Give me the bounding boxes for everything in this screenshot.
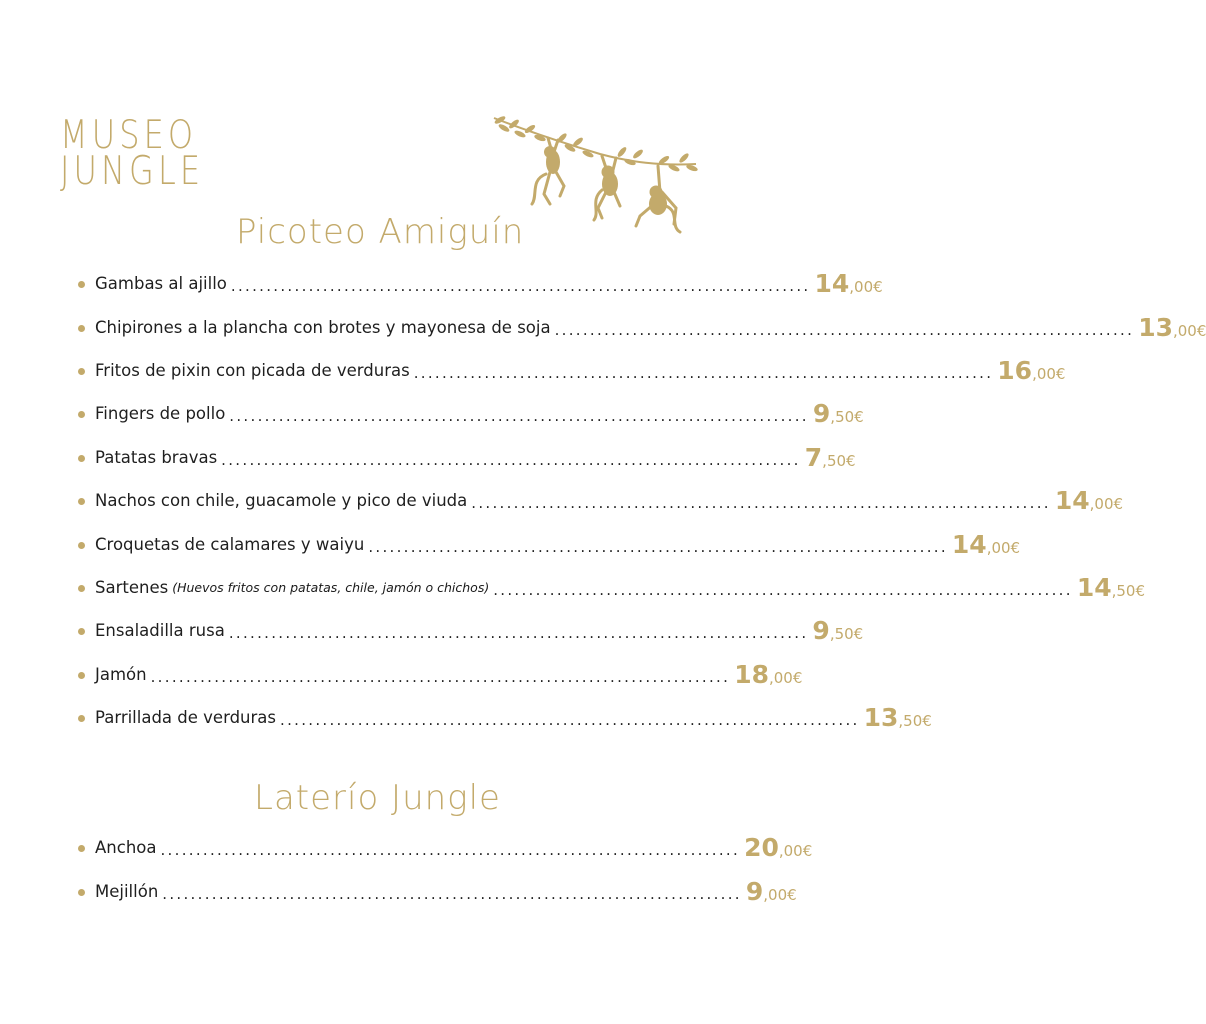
menu-item xyxy=(78,305,1206,348)
leader-dots: .................................................................................. xyxy=(150,667,731,686)
item-name: Mejillón xyxy=(95,881,159,901)
item-price: 9,00€ xyxy=(745,876,797,906)
bullet-icon xyxy=(78,889,85,896)
bullet-icon xyxy=(78,845,85,852)
menu-item xyxy=(78,522,1021,565)
leader-dots: .................................................................................. xyxy=(368,537,948,556)
item-price: 13,50€ xyxy=(863,703,932,733)
bullet-icon xyxy=(78,672,85,679)
leader-dots: .................................................................................. xyxy=(230,277,811,296)
bullet-icon xyxy=(78,585,85,592)
item-name: Nachos con chile, guacamole y pico de viuda xyxy=(95,491,468,511)
item-price: 9,50€ xyxy=(812,616,864,646)
leader-dots: .................................................................................. xyxy=(554,320,1135,339)
logo-line-1: MUSEO xyxy=(60,113,198,158)
item-price: 14,00€ xyxy=(814,269,883,299)
bullet-icon xyxy=(78,281,85,288)
item-price: 16,00€ xyxy=(997,355,1066,385)
item-price: 18,00€ xyxy=(734,659,803,689)
item-name: Anchoa xyxy=(95,838,157,858)
logo-line-2: JUNGLE xyxy=(60,149,205,194)
menu-item xyxy=(78,262,883,305)
leader-dots: .................................................................................. xyxy=(413,363,994,382)
bullet-icon xyxy=(78,411,85,418)
item-name: Gambas al ajillo xyxy=(95,274,227,294)
item-price: 14,00€ xyxy=(1054,486,1124,516)
leader-dots: .................................................................................. xyxy=(228,624,809,643)
leader-dots: .................................................................................. xyxy=(160,841,741,860)
bullet-icon xyxy=(78,628,85,635)
bullet-icon xyxy=(78,715,85,722)
item-name: Parrillada de verduras xyxy=(95,708,276,728)
item-price: 9,50€ xyxy=(812,399,864,429)
item-price: 14,00€ xyxy=(951,529,1021,559)
item-name: Croquetas de calamares y waiyu xyxy=(95,534,365,554)
menu-item xyxy=(78,436,856,479)
item-price: 7,50€ xyxy=(804,442,856,472)
leader-dots: .................................................................................. xyxy=(162,884,742,903)
leader-dots: .................................................................................. xyxy=(471,494,1051,513)
museo-jungle-logo xyxy=(60,113,205,194)
section-title-text: Laterío Jungle xyxy=(254,778,501,818)
bullet-icon xyxy=(78,498,85,505)
bullet-icon xyxy=(78,325,85,332)
leader-dots: .................................................................................. xyxy=(221,450,801,469)
menu-list-laterio xyxy=(78,826,813,913)
menu-list-picoteo xyxy=(78,262,1206,739)
menu-item xyxy=(78,653,803,696)
bullet-icon xyxy=(78,455,85,462)
item-name: Sartenes xyxy=(95,577,169,597)
menu-item xyxy=(78,392,864,435)
item-price: 20,00€ xyxy=(744,833,813,863)
menu-item xyxy=(78,566,1146,609)
item-price: 13,00€ xyxy=(1138,312,1206,342)
item-name: Patatas bravas xyxy=(95,447,218,467)
item-name: Jamón xyxy=(95,664,147,684)
item-note: (Huevos fritos con patatas, chile, jamón o chichos) xyxy=(172,579,490,595)
menu-item xyxy=(78,696,932,739)
leader-dots: .................................................................................. xyxy=(493,580,1073,599)
menu-item xyxy=(78,609,864,652)
item-name: Chipirones a la plancha con brotes y mayonesa de soja xyxy=(95,317,551,337)
bullet-icon xyxy=(78,368,85,375)
menu-item xyxy=(78,349,1066,392)
item-name: Fritos de pixin con picada de verduras xyxy=(95,360,410,380)
menu-item xyxy=(78,479,1124,522)
leader-dots: .................................................................................. xyxy=(229,407,809,426)
leader-dots: .................................................................................. xyxy=(280,711,860,730)
section-title-text: Picoteo Amiguín xyxy=(236,212,525,252)
bullet-icon xyxy=(78,542,85,549)
item-price: 14,50€ xyxy=(1076,572,1146,602)
item-name: Ensaladilla rusa xyxy=(95,621,225,641)
menu-item xyxy=(78,869,797,912)
item-name: Fingers de pollo xyxy=(95,404,226,424)
menu-item xyxy=(78,826,813,869)
